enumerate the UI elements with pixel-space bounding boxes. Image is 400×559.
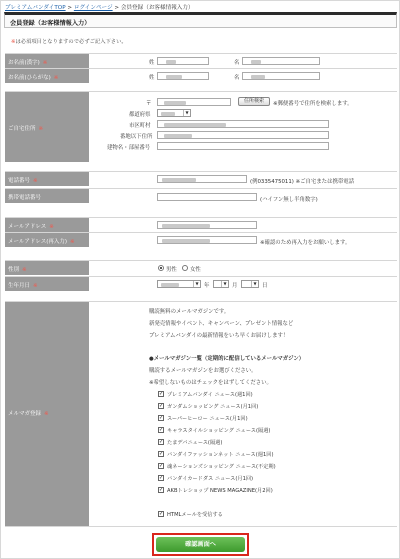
prefecture-label: 都道府県 (129, 112, 151, 118)
required-mark: ※ (33, 283, 38, 289)
gender-male-label: 男性 (166, 267, 177, 273)
magazine-checkbox[interactable]: ✓ (159, 403, 164, 409)
breadcrumb-home-link[interactable]: プレミアムバンダイTOP (5, 5, 66, 11)
magazine-list-title: ●メールマガジン一覧（定期的に配信しているメールマガジン） (149, 356, 305, 362)
label-name-kana (5, 69, 89, 83)
label-text: 携帯電話番号 (8, 195, 42, 201)
magazine-intro-line: 新発売情報やイベント、キャンペーン、プレゼント情報など (149, 321, 294, 327)
sei-label: 姓 (149, 60, 155, 66)
submit-highlight (152, 533, 249, 556)
label-mobile (5, 189, 89, 203)
divider (5, 526, 397, 527)
breadcrumb (5, 3, 194, 12)
label-text: 電話番号 (8, 178, 31, 184)
required-mark: ※ (11, 39, 16, 45)
birth-month-select[interactable] (213, 280, 229, 288)
label-magazine (5, 302, 89, 526)
magazine-item-label: プレミアムバンダイ ニュース(週1回) (167, 392, 253, 398)
magazine-checkbox[interactable]: ✓ (159, 427, 164, 433)
magazine-checkbox[interactable]: ✓ (159, 391, 164, 397)
year-suffix: 年 (204, 283, 210, 289)
required-mark: ※ (44, 411, 49, 417)
email-input[interactable] (157, 221, 257, 229)
label-text: 性別 (8, 267, 20, 273)
magazine-item-label: ガンダムショッピング ニュース(月1回) (167, 404, 259, 410)
building-label: 建物名・部屋番号 (107, 145, 151, 151)
gender-male-radio[interactable] (158, 265, 164, 271)
chevron-down-icon: ▼ (183, 110, 190, 116)
month-suffix: 月 (232, 283, 238, 289)
magazine-intro-line: プレミアムバンダイの最新情報をいち早くお届けします！ (149, 333, 289, 339)
required-mark: ※ (22, 267, 27, 273)
label-text: メルマガ登録 (8, 411, 42, 417)
name-kanji-mei-input[interactable] (242, 57, 320, 65)
required-mark: ※ (33, 178, 38, 184)
magazine-item-label: スーパーヒーロー ニュース(月1回) (167, 416, 248, 422)
magazine-item-label: たまデバニュース(隔週) (167, 440, 223, 446)
magazine-item-label: 魂ネーションズショッピング ニュース(不定期) (167, 464, 276, 470)
label-text: ご自宅住所 (8, 126, 36, 132)
mobile-note: (ハイフン無し半角数字) (260, 197, 318, 203)
gender-female-radio[interactable] (182, 265, 188, 271)
city-label: 市区町村 (129, 123, 151, 129)
breadcrumb-login-link[interactable]: ログインページ (73, 5, 113, 11)
page-title-bar (4, 12, 397, 28)
magazine-checkbox[interactable]: ✓ (159, 451, 164, 457)
birth-year-select[interactable] (157, 280, 201, 288)
label-text: お名前(ひらがな) (8, 75, 51, 81)
label-email (5, 218, 89, 232)
label-text: メールアドレス (8, 224, 47, 230)
html-mail-checkbox[interactable]: ✓ (159, 511, 164, 517)
magazine-checkbox[interactable]: ✓ (159, 415, 164, 421)
required-mark: ※ (49, 224, 54, 230)
email-confirm-input[interactable] (157, 236, 257, 244)
zip-code-input[interactable] (157, 98, 231, 106)
chevron-down-icon: ▼ (193, 281, 200, 287)
mei-label: 名 (234, 60, 240, 66)
mobile-input[interactable] (157, 193, 257, 201)
magazine-item-label: AKBトレショップ NEWS MAGAZINE(月2回) (167, 488, 273, 494)
birth-day-select[interactable] (241, 280, 259, 288)
label-text: お名前(漢字) (8, 60, 40, 66)
sei-label: 姓 (149, 75, 155, 81)
name-kana-sei-input[interactable] (157, 72, 209, 80)
name-kanji-sei-input[interactable] (157, 57, 209, 65)
phone-note: (例0335475011) ※ご自宅または携帯電話 (250, 179, 355, 185)
magazine-checkbox[interactable]: ✓ (159, 439, 164, 445)
label-name-kanji (5, 54, 89, 68)
magazine-checkbox[interactable]: ✓ (159, 487, 164, 493)
day-suffix: 日 (262, 283, 268, 289)
magazine-checkbox[interactable]: ✓ (159, 463, 164, 469)
confirm-button[interactable]: 確認画面へ (156, 537, 245, 552)
label-text: 生年月日 (8, 283, 31, 289)
building-input[interactable] (157, 142, 329, 150)
street-label: 番地以下住所 (120, 134, 153, 140)
email-confirm-note: ※確認のため再入力をお願いします。 (260, 240, 351, 246)
label-address (5, 92, 89, 162)
magazine-list-note: ※希望しないものはチェックをはずしてください。 (149, 380, 272, 386)
label-text: メールアドレス(再入力) (8, 239, 68, 245)
magazine-item-label: キャラスタイルショッピング ニュース(隔週) (167, 428, 271, 434)
breadcrumb-separator: > (67, 5, 73, 11)
magazine-checkbox[interactable]: ✓ (159, 475, 164, 481)
html-mail-label: HTMLメールを受信する (167, 512, 223, 518)
street-input[interactable] (157, 131, 329, 139)
label-gender (5, 261, 89, 275)
gender-female-label: 女性 (190, 267, 201, 273)
zip-note: ※郵便番号で住所を検索します。 (273, 101, 353, 107)
magazine-list-note: 購読するメールマガジンをお選びください。 (149, 368, 257, 374)
phone-input[interactable] (157, 175, 247, 183)
mei-label: 名 (234, 75, 240, 81)
required-mark: ※ (38, 126, 44, 132)
label-email-confirm (5, 233, 89, 247)
zip-prefix: 〒 (146, 101, 152, 107)
magazine-intro-line: 購読無料のメールマガジンです。 (149, 309, 230, 315)
required-mark: ※ (42, 60, 48, 66)
chevron-down-icon: ▼ (221, 281, 228, 287)
breadcrumb-current: 会員登録（お客様情報入力） (120, 5, 194, 11)
city-input[interactable] (157, 120, 329, 128)
required-notice (11, 37, 127, 45)
prefecture-select[interactable] (157, 109, 191, 117)
required-mark: ※ (70, 239, 75, 245)
required-notice-text: は必須項目となりますので必ずご記入下さい。 (15, 39, 127, 45)
name-kana-mei-input[interactable] (242, 72, 320, 80)
address-search-button[interactable]: 住所検索 (238, 97, 270, 106)
label-birthday (5, 277, 89, 291)
label-phone (5, 172, 89, 186)
breadcrumb-separator: > (114, 5, 120, 11)
required-mark: ※ (53, 75, 59, 81)
page-title: 会員登録（お客様情報入力） (10, 20, 91, 27)
chevron-down-icon: ▼ (251, 281, 258, 287)
magazine-item-label: バンダイファッションネット ニュース(週1回) (167, 452, 274, 458)
magazine-item-label: バンダイカードダス ニュース(月1回) (167, 476, 254, 482)
